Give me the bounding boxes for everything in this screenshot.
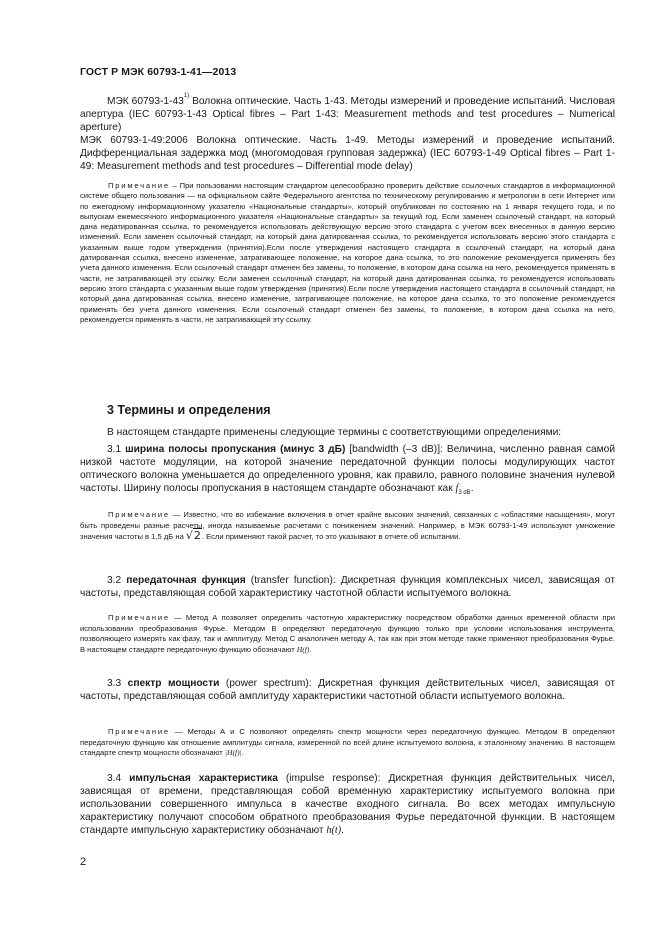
term-3-4-impulse-response xyxy=(80,772,615,837)
term-3-3-power-spectrum xyxy=(80,677,615,703)
normative-references xyxy=(80,90,615,173)
page-number: 2 xyxy=(80,856,87,868)
note-text: — Метод А позволяет определить частотную характеристику посредством обработки данных временной области при использовании преобразования Фурье. Методом В определяют передаточную функцию только при условии использования инструмента, позволяющего измерять как фазу, так и амплитуду. Метод С аналогичен методу А, так как при этом методе также применяют преобразования Фурье. В настоящем стандарте передаточную функцию обозначают xyxy=(80,613,615,654)
reference-text: Волокна оптические. Часть 1-43. Методы измерений и проведение испытаний. Числовая апертура (IEC 60793-1-43 Optical fibres – Part 1-43: Measurement methods and test procedures – Numerical aperture) xyxy=(80,96,616,133)
term-number: 3.1 xyxy=(107,444,126,455)
note-text-end: . Если применяют такой расчет, то это указывают в отчете об испытании. xyxy=(201,532,461,541)
term-number: 3.3 xyxy=(107,678,128,689)
reference-iec-60793-1-43 xyxy=(80,90,615,134)
term-3-2-transfer-function xyxy=(80,574,615,600)
punctuation: . xyxy=(309,644,312,654)
term-number: 3.2 xyxy=(107,575,127,586)
note-label: Примечание xyxy=(108,613,170,622)
term-title: спектр мощности xyxy=(127,678,220,689)
term-definition: (transfer function): Дискретная функция комплексных чисел, зависящая от частоты, представляющая собой характеристику частотной области испытуемого волокна. xyxy=(80,575,616,599)
term-3-1-bandwidth xyxy=(80,443,615,500)
term-definition: (power spectrum): Дискретная функция действительных чисел, зависящая от частоты, представляющая собой амплитуду характеристики частотной области испытуемого волокна. xyxy=(80,678,615,702)
section-intro: В настоящем стандарте применены следующие термины с соответствующими определениями: xyxy=(107,427,562,438)
section-heading: 3 Термины и определения xyxy=(107,403,271,417)
note-term-3-2 xyxy=(80,613,615,655)
footnote-marker: 1) xyxy=(183,93,190,99)
sqrt-sign: √ xyxy=(185,529,193,542)
note-text: – При пользовании настоящим стандартом целесообразно проверить действие ссылочных стандартов в информационной системе общего пользования — на официальном сайте Федерального агентства по техническому регулированию и метрологии в сети Интернет или по ежегодному информационному указателю «Национальные стандарты», который опубликован по состоянию на 1 января текущего года, и по выпускам ежемесячного информационного указателя «Национальные стандарты» за текущий год. Если заменен ссылочный стандарт, на который дана недатированная ссылка, то рекомендуется использовать действующую версию этого стандарта с учетом всех внесенных в данную версию изменений. Если заменен ссылочный стандарт, на который дана датированная ссылка, то рекомендуется использовать версию этого стандарта с указанным выше годом утверждения (принятия).Если после утверждения настоящего стандарта в ссылочный стандарт, на который дана датированная ссылка, внесено изменение, затрагивающее положение, на которое дана ссылка, то это положение рекомендуется применять без учета данного изменения. Если ссылочный стандарт отменен без замены, то положение, в котором дана ссылка на него, рекомендуется применять в части, не затрагивающей эту ссылку. Если заменен ссылочный стандарт, на который дана датированная ссылка, то рекомендуется использовать версию этого стандарта с указанным выше годом утверждения (принятия).Если после утверждения настоящего стандарта в ссылочный стандарт, на который дана датированная ссылка, внесено изменение, затрагивающее положение, на которое дана ссылка, то это положение рекомендуется применять без учета данного изменения. Если ссылочный стандарт отменен без замены, то положение, в котором дана ссылка на него, рекомендуется применять в части, не затрагивающей эту ссылку. xyxy=(80,181,615,324)
symbol: H(f) xyxy=(296,644,310,654)
note-text: — Известно, что во избежание включения в отчет крайне высоких значений, связанных с «областями насыщения», могут быть проведены разные расчеты, иногда называемые расчетами с понижением значений. Например, в МЭК 60793-1-49 используют умножение значения частоты в 1,5 дБ на xyxy=(80,510,615,541)
symbol: |H(f)| xyxy=(224,748,242,757)
symbol: f xyxy=(455,483,459,494)
punctuation: . xyxy=(470,483,474,494)
reference-code: МЭК 60793-1-43 xyxy=(107,96,184,107)
term-title: ширина полосы пропускания (минус 3 дБ) xyxy=(125,444,346,455)
note-label: Примечание xyxy=(108,510,170,519)
reference-iec-60793-1-49: МЭК 60793-1-49:2006 Волокна оптические. Часть 1-49. Методы измерений и проведение испытаний. Дифференциальная задержка мод (многомодовая групповая задержка) (IEC 60793-1-49 Optical fibres – Part 1-49: Measurement methods and test procedures – Differential mode delay) xyxy=(80,135,615,172)
note-text: — Методы А и С позволяют определять спектр мощности через передаточную функцию. Методом В определяют передаточную функцию как отношение амплитуды сигнала, измеренной по всей длине испытуемого волокна, к эталонному значению. В настоящем стандарте спектр мощности обозначают xyxy=(80,727,615,757)
sqrt-symbol xyxy=(186,528,202,542)
note-referenced-standards xyxy=(80,181,615,325)
punctuation: . xyxy=(341,825,344,836)
term-number: 3.4 xyxy=(107,773,130,784)
term-title: передаточная функция xyxy=(126,575,246,586)
note-term-3-3 xyxy=(80,727,615,759)
symbol: h(t) xyxy=(326,825,342,836)
sqrt-value: 2 xyxy=(193,529,201,542)
document-header: ГОСТ Р МЭК 60793-1-41—2013 xyxy=(80,66,237,78)
term-definition: (impulse response): Дискретная функция действительных чисел, зависящая от времени, представляющая собой временную характеристику испытуемого волокна при использовании совершенного импульса в качестве входного сигнала. Во всех методах импульсную характеристику получают способом обратного преобразования Фурье передаточной функции. В настоящем стандарте импульсную характеристику обозначают xyxy=(80,773,615,836)
note-label: Примечание xyxy=(108,181,170,190)
term-definition: [bandwidth (–3 dB)]: Величина, численно равная самой низкой частоте модуляции, на которой значение передаточной функции полосы модулирующих частот оптического волокна уменьшается до определенного уровня, как правило, равного половине значения нулевой частоты. Ширину полосы пропускания в настоящем стандарте обозначают как xyxy=(80,444,616,494)
symbol-subscript: 3 dB xyxy=(458,490,471,496)
punctuation: . xyxy=(241,748,244,757)
term-title: импульсная характеристика xyxy=(129,773,278,784)
note-term-3-1 xyxy=(80,510,615,543)
note-label: Примечание xyxy=(108,727,170,736)
